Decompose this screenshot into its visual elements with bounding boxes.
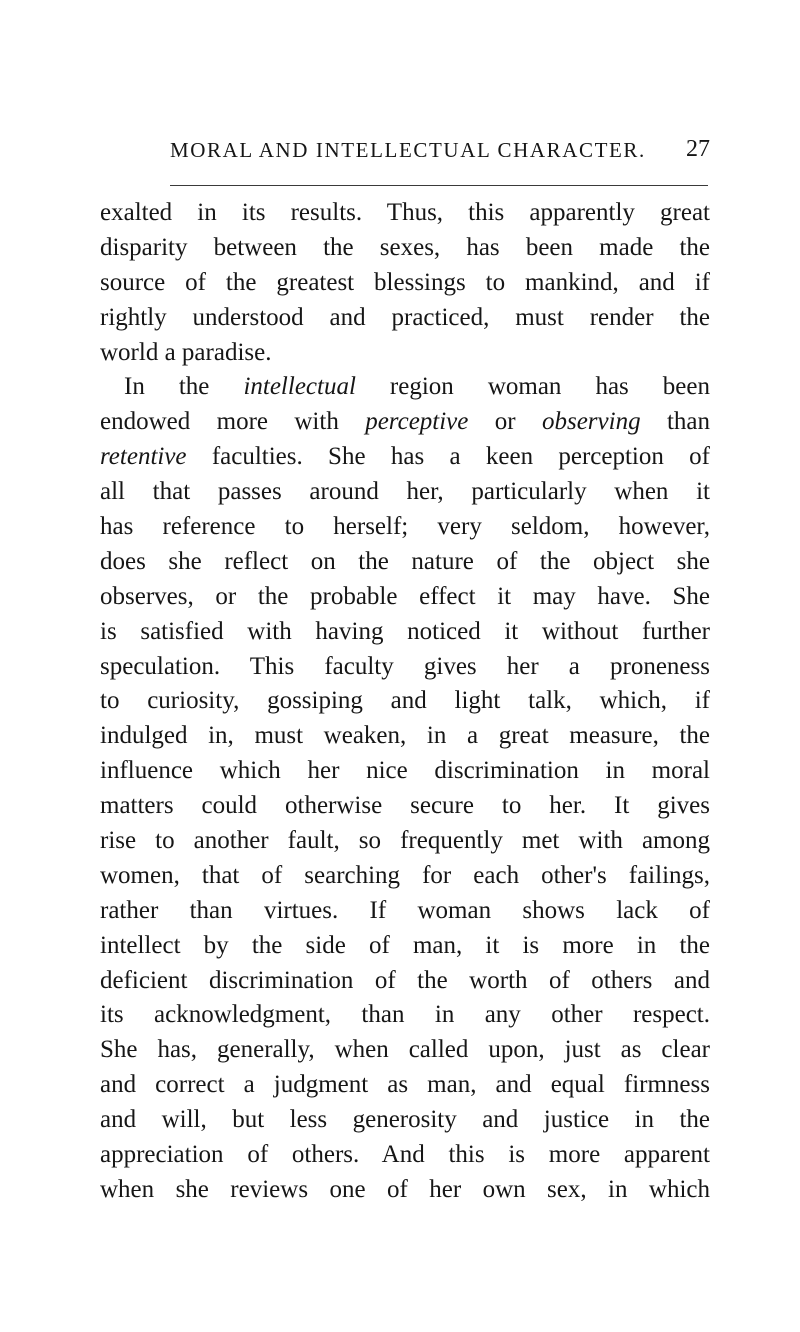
- text-line: disparity between the sexes, has been made the: [100, 233, 710, 261]
- text-line: appreciation of others. And this is more apparent: [100, 1141, 710, 1169]
- text-line: intellect by the side of man, it is more in the: [100, 931, 710, 959]
- text-line: its acknowledgment, than in any other respect.: [100, 1001, 710, 1029]
- text-line: and correct a judgment as man, and equal firmness: [100, 1071, 710, 1099]
- header-rule: [170, 185, 708, 186]
- page-number: 27: [686, 136, 710, 162]
- text-line: all that passes around her, particularly when it: [100, 478, 710, 506]
- text-line: matters could otherwise secure to her. It gives: [100, 792, 710, 820]
- text-line: indulged in, must weaken, in a great measure, the: [100, 722, 710, 750]
- paragraph-first-line: In the intellectual region woman has been: [124, 373, 711, 401]
- text-line: influence which her nice discrimination in moral: [100, 757, 710, 785]
- text-line: rightly understood and practiced, must render the: [100, 303, 710, 331]
- text-line: rise to another fault, so frequently met with among: [100, 827, 710, 855]
- text-line: has reference to herself; very seldom, however,: [100, 513, 710, 541]
- text-line: rather than virtues. If woman shows lack of: [100, 896, 710, 924]
- body-text: [100, 196, 710, 1208]
- text-line: does she reflect on the nature of the object she: [100, 547, 710, 575]
- text-line: exalted in its results. Thus, this apparently great: [100, 199, 710, 226]
- text-line: observes, or the probable effect it may have. She: [100, 582, 710, 610]
- text-line: world a paradise.: [100, 338, 272, 366]
- text-line: and will, but less generosity and justice in the: [100, 1106, 710, 1134]
- text-line: She has, generally, when called upon, just as clear: [100, 1036, 710, 1064]
- running-title: MORAL AND INTELLECTUAL CHARACTER.: [170, 138, 646, 162]
- text-line: when she reviews one of her own sex, in which: [100, 1175, 710, 1203]
- text-line: retentive faculties. She has a keen perception of: [100, 443, 710, 471]
- text-line: source of the greatest blessings to mankind, and if: [100, 268, 710, 296]
- text-line: speculation. This faculty gives her a proneness: [100, 652, 710, 680]
- text-line: endowed more with perceptive or observing than: [100, 408, 711, 436]
- text-line: to curiosity, gossiping and light talk, which, if: [100, 687, 710, 715]
- text-line: is satisfied with having noticed it without further: [100, 617, 710, 645]
- text-line: deficient discrimination of the worth of others and: [100, 966, 710, 994]
- running-head: [170, 138, 710, 168]
- text-line: women, that of searching for each other's failings,: [100, 861, 710, 889]
